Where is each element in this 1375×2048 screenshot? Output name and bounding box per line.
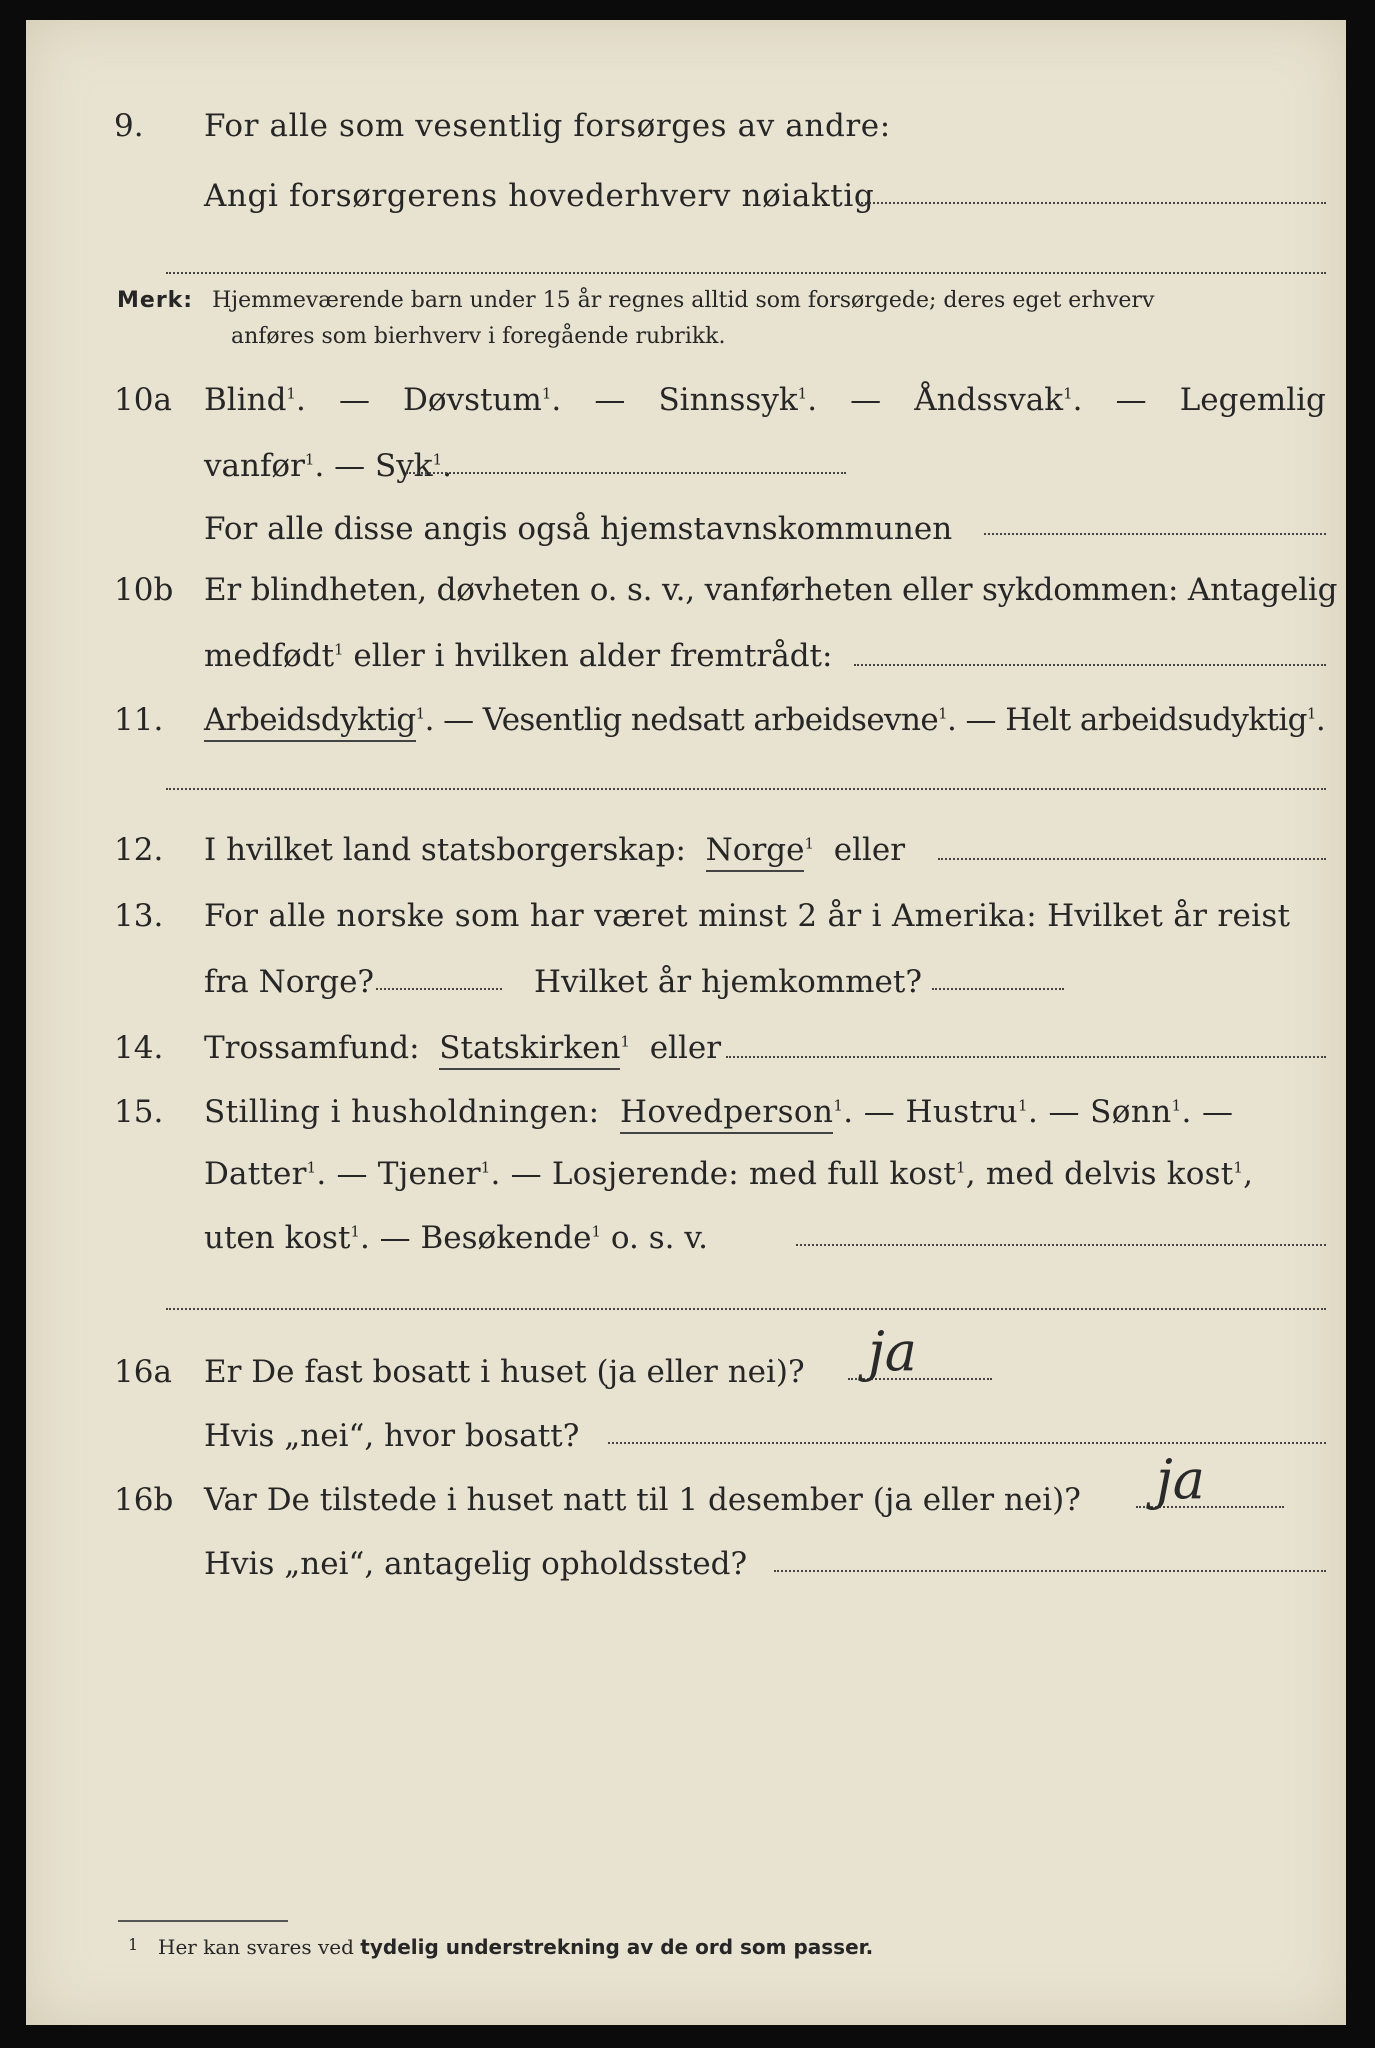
q12-text: I hvilket land statsborgerskap: (204, 832, 686, 868)
q10a-line2: vanfør$^1$. — Syk$^1$. (204, 448, 452, 484)
q15-answer-field-2[interactable] (166, 1308, 1326, 1310)
q10a-answer-field[interactable] (406, 472, 846, 474)
footnote-text-plain: Her kan svares ved (158, 1935, 361, 1959)
opt-hustru[interactable]: Hustru (905, 1094, 1019, 1130)
q9-line1: For alle som vesentlig forsørges av andre: (204, 108, 891, 144)
opt-andssvak[interactable]: Åndssvak (914, 382, 1064, 418)
q11-number: 11. (114, 702, 164, 738)
q16b-line2: Hvis „nei“, antagelig opholdssted? (204, 1546, 748, 1582)
q12-line: I hvilket land statsborgerskap: Norge$^1$ eller (204, 832, 905, 868)
q12-eller: eller (833, 832, 906, 868)
census-form-page (26, 20, 1346, 2025)
q15-line1: Stilling i husholdningen: Hovedperson$^1$. — Hustru$^1$. — Sønn$^1$. — (204, 1094, 1233, 1130)
q13-fra: fra Norge? (204, 964, 375, 1000)
q11-line: Arbeidsdyktig$^1$. — Vesentlig nedsatt arbeidsevne$^1$. — Helt arbeidsudyktig$^1$. (204, 702, 1325, 738)
q10b-answer-field[interactable] (854, 664, 1326, 666)
opt-vanfor[interactable]: vanfør (204, 448, 305, 484)
opt-tjener[interactable]: Tjener (377, 1156, 481, 1192)
q10a-line1: Blind$^1$. — Døvstum$^1$. — Sinnssyk$^1$. — Åndssvak$^1$. — Legemlig (204, 382, 1326, 418)
merk-label: Merk: (117, 288, 194, 313)
q9-number: 9. (114, 108, 144, 144)
q10b-line2-rest: eller i hvilken alder fremtrådt: (343, 638, 833, 674)
opt-datter[interactable]: Datter (204, 1156, 307, 1192)
q14-text: Trossamfund: (204, 1030, 420, 1066)
merk-line1: Hjemmeværende barn under 15 år regnes alltid som forsørgede; deres eget erhverv (212, 288, 1155, 313)
q11-answer-field[interactable] (166, 788, 1326, 790)
merk-line2: anføres som bierhverv i foregående rubrikk. (231, 324, 726, 349)
opt-uten[interactable]: uten kost (204, 1220, 351, 1256)
q16b-line1: Var De tilstede i huset natt til 1 desember (ja eller nei)? (204, 1482, 1081, 1518)
q13-line1: For alle norske som har været minst 2 år i Amerika: Hvilket år reist (204, 898, 1291, 934)
q13-fra-field[interactable] (376, 988, 502, 990)
opt-besokende[interactable]: Besøkende (420, 1220, 592, 1256)
q16b-number: 16b (114, 1482, 174, 1518)
q16a-number: 16a (114, 1354, 172, 1390)
q9-answer-field[interactable] (858, 202, 1326, 204)
opt-hovedperson[interactable]: Hovedperson (620, 1094, 833, 1134)
footnote-marker: 1 (128, 1935, 139, 1954)
opt-arbeidsdyktig[interactable]: Arbeidsdyktig (204, 702, 416, 742)
q10b-line1: Er blindheten, døvheten o. s. v., vanførheten eller sykdommen: Antagelig (204, 572, 1338, 608)
q12-number: 12. (114, 832, 164, 868)
q13-hjem-field[interactable] (932, 988, 1064, 990)
q16b-opholdssted-field[interactable] (774, 1570, 1326, 1572)
q14-answer-field[interactable] (726, 1056, 1326, 1058)
q16b-handwritten-answer[interactable]: ja (1156, 1448, 1205, 1511)
q10b-line2: medfødt$^1$ eller i hvilken alder fremtrådt: (204, 638, 833, 674)
q10a-line3: For alle disse angis også hjemstavnskommunen (204, 511, 953, 547)
q16a-line1: Er De fast bosatt i huset (ja eller nei)? (204, 1354, 805, 1390)
opt-medfodt[interactable]: medfødt (204, 638, 335, 674)
q10a-number: 10a (114, 382, 172, 418)
footnote-rule (118, 1920, 288, 1922)
q16a-bosatt-field[interactable] (608, 1442, 1326, 1444)
q15-number: 15. (114, 1094, 164, 1130)
opt-sonn[interactable]: Sønn (1090, 1094, 1172, 1130)
opt-losjerende[interactable]: Losjerende: med full kost (551, 1156, 956, 1192)
q9-answer-field-2[interactable] (166, 272, 1326, 274)
opt-blind[interactable]: Blind (204, 382, 287, 418)
q13-number: 13. (114, 898, 164, 934)
footnote (128, 1935, 874, 1959)
q14-number: 14. (114, 1030, 164, 1066)
q16a-line2: Hvis „nei“, hvor bosatt? (204, 1418, 580, 1454)
opt-udyktig[interactable]: Helt arbeidsudyktig (1005, 702, 1307, 738)
q15-osv: o. s. v. (610, 1220, 709, 1256)
opt-sinnssyk[interactable]: Sinnssyk (658, 382, 798, 418)
opt-syk[interactable]: Syk (375, 448, 433, 484)
opt-legemlig[interactable]: Legemlig (1179, 382, 1326, 418)
opt-nedsatt[interactable]: Vesentlig nedsatt arbeidsevne (482, 702, 939, 738)
q12-answer-field[interactable] (938, 858, 1326, 860)
q10b-number: 10b (114, 572, 174, 608)
q10a-hjemstavn-field[interactable] (984, 533, 1326, 535)
q15-line3: uten kost$^1$. — Besøkende$^1$ o. s. v. (204, 1220, 709, 1256)
q14-line: Trossamfund: Statskirken$^1$ eller (204, 1030, 721, 1066)
opt-norge[interactable]: Norge (706, 832, 805, 872)
q13-hjem: Hvilket år hjemkommet? (534, 964, 922, 1000)
q15-text: Stilling i husholdningen: (204, 1094, 600, 1130)
opt-statskirken[interactable]: Statskirken (439, 1030, 620, 1070)
q16a-handwritten-answer[interactable]: ja (868, 1320, 917, 1383)
q15-answer-field[interactable] (796, 1244, 1326, 1246)
q15-line2: Datter$^1$. — Tjener$^1$. — Losjerende: med full kost$^1$, med delvis kost$^1$, (204, 1156, 1254, 1192)
opt-dovstum[interactable]: Døvstum (403, 382, 542, 418)
footnote-text-bold: tydelig understrekning av de ord som passer. (360, 1935, 874, 1959)
q9-line2: Angi forsørgerens hovederhverv nøiaktig (204, 178, 875, 214)
q14-eller: eller (649, 1030, 722, 1066)
opt-delvis[interactable]: med delvis kost (985, 1156, 1234, 1192)
